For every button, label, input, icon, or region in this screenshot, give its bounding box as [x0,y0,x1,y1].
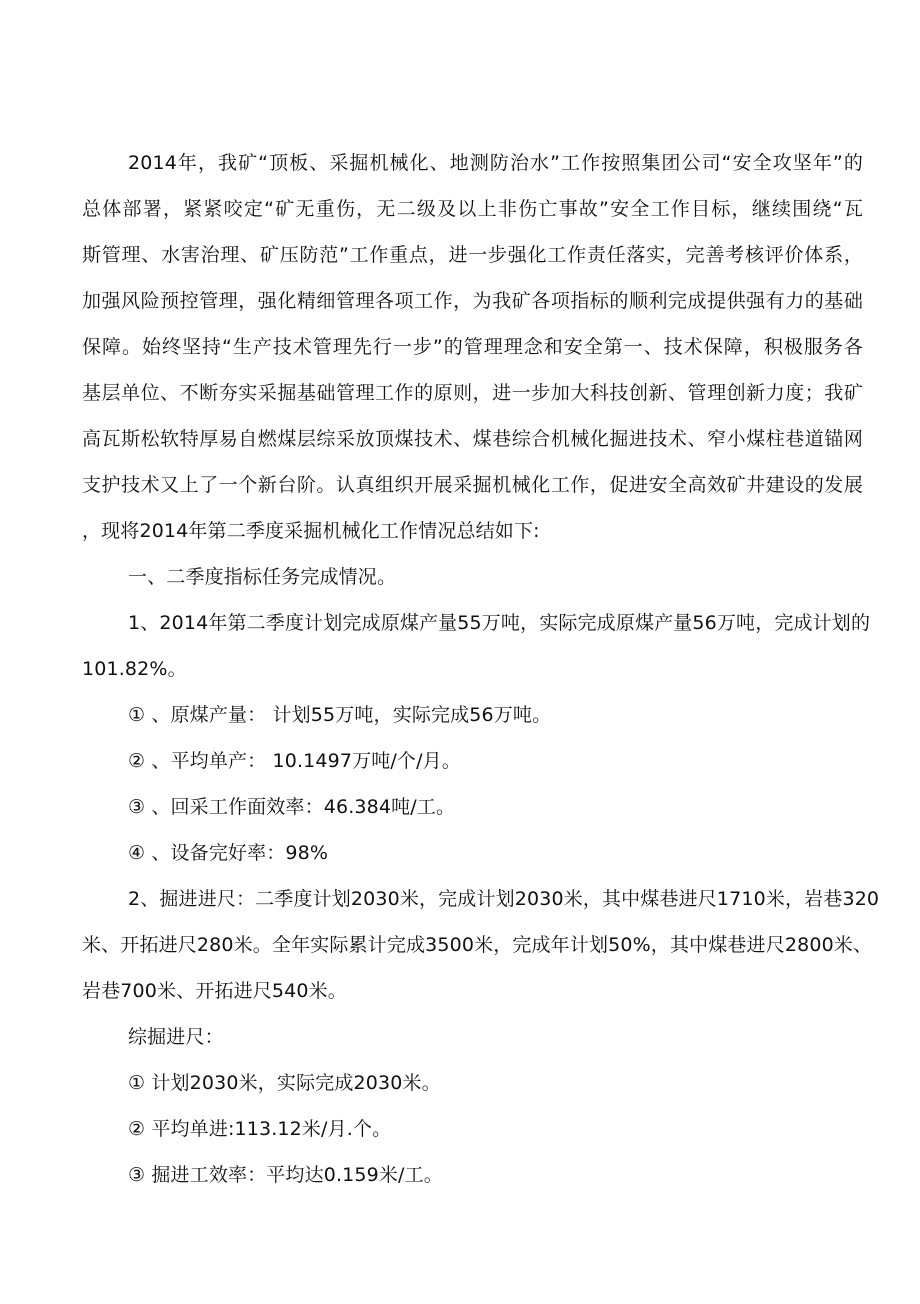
production-subitem: ① 、原煤产量： 计划55万吨，实际完成56万吨。 [128,704,552,726]
item2-line: 岩巷700米、开拓进尺540米。 [82,980,347,1002]
intro-line: 支护技术又上了一个新台阶。认真组织开展采掘机械化工作，促进安全高效矿井建设的发展 [82,474,863,496]
item2-line: 米、开拓进尺280米。全年实际累计完成3500米，完成年计划50%，其中煤巷进尺2800米、 [82,934,873,956]
comprehensive-item: ① 计划2030米，实际完成2030米。 [128,1072,441,1094]
item2-line: 2、掘进进尺：二季度计划2030米，完成计划2030米，其中煤巷进尺1710米，岩巷320 [128,888,880,910]
intro-line: 基层单位、不断夯实采掘基础管理工作的原则，进一步加大科技创新、管理创新力度；我矿 [82,382,863,404]
item1-line: 101.82%。 [82,658,187,680]
intro-line: 总体部署，紧紧咬定“矿无重伤，无二级及以上非伤亡事故”安全工作目标，继续围绕“瓦 [82,198,863,220]
section-heading: 一、二季度指标任务完成情况。 [128,566,397,588]
comprehensive-heading: 综掘进尺： [128,1026,224,1048]
intro-line: 高瓦斯松软特厚易自燃煤层综采放顶煤技术、煤巷综合机械化掘进技术、窄小煤柱巷道锚网 [82,428,863,450]
production-subitem: ③ 、回采工作面效率：46.384吨/工。 [128,796,456,818]
intro-line: ，现将2014年第二季度采掘机械化工作情况总结如下: [82,520,540,542]
intro-line: 2014年，我矿“顶板、采掘机械化、地测防治水”工作按照集团公司“安全攻坚年”的 [128,152,863,174]
intro-line: 保障。始终坚持“生产技术管理先行一步”的管理理念和安全第一、技术保障，积极服务各 [82,336,863,358]
intro-line: 加强风险预控管理，强化精细管理各项工作，为我矿各项指标的顺利完成提供强有力的基础 [82,290,863,312]
comprehensive-item: ② 平均单进:113.12米/月.个。 [128,1118,392,1140]
production-subitem: ② 、平均单产： 10.1497万吨/个/月。 [128,750,461,772]
production-subitem: ④ 、设备完好率：98% [128,842,329,864]
comprehensive-item: ③ 掘进工效率：平均达0.159米/工。 [128,1164,443,1186]
item1-line: 1、2014年第二季度计划完成原煤产量55万吨，实际完成原煤产量56万吨，完成计划的 [128,612,871,634]
intro-line: 斯管理、水害治理、矿压防范”工作重点，进一步强化工作责任落实，完善考核评价体系， [82,244,863,266]
